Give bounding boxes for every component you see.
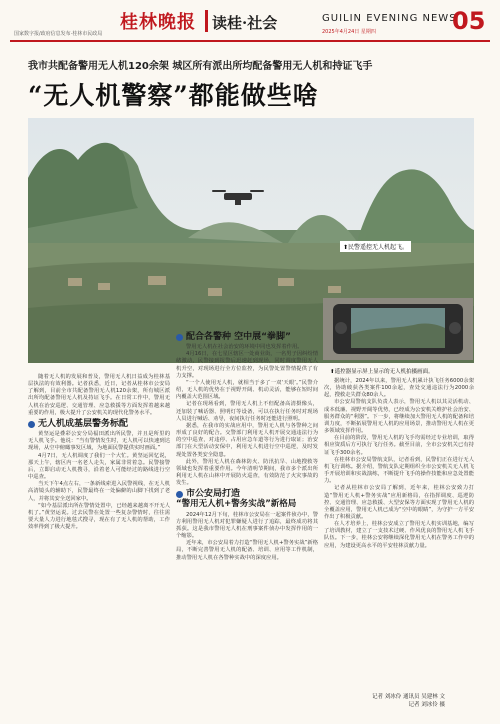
section-heading-1 [28, 418, 170, 429]
paragraph: 4月16日，在七星区辖区一处商业街，一名男子因纠纷情绪激动，民警接到报警后迅速赶到现场，同时调度警用无人机升空，对现场进行全方位监控，为民警处置警情提供了有力支撑。 [176, 351, 318, 379]
paragraph: 在目前的阶段，警用无人机的飞手均需经过专业培训，取得相应资质后方可执行飞行任务。截至目前，全市公安机关已有持证飞手300余名。 [324, 435, 474, 456]
column-1 [28, 374, 170, 531]
caption-marker-icon: ⬆ [330, 369, 335, 375]
paragraph: 据统计，2024年以来，警用无人机累计执飞任务6000余架次，协助破获各类案件100余起，查处交通违法行为2000余起，搜救走失群众80余人。 [324, 378, 474, 399]
section-heading-1-text: 无人机成基层警务标配 [38, 418, 129, 429]
section-heading-2-text: 配合各警种 空中展“拳脚” [186, 332, 291, 342]
paragraph: 黄坚运是叠彩公安分局福田派出所民警，并且是所里的无人机飞手。他说：“当有警情发生时，无人机可以快速到达现场，从空中俯瞰事发区域，为地面民警提供实时画面。” [28, 431, 170, 452]
paragraph: 2024年12月下旬，桂林市公安局在一起案件侦办中，警方利用警用无人机对犯罪嫌疑人进行了追踪，最终成功将其抓获。这是我市警用无人机在刑事案件侦办中发挥作用的一个缩影。 [176, 511, 318, 540]
byline-writer: 记者 刘冰伶 通讯员 吴建林 文 [372, 694, 445, 700]
masthead-meta: 国家数字报/政府信息发布·桂林市民政局 [14, 31, 103, 37]
paragraph: 在人才培养上，桂林公安成立了警用无人机实训基地，编写了培训教材，建立了一支技术过硬、作风优良的警用无人机飞手队伍。下一步，桂林公安将继续深化警用无人机在警务工作中的应用，为建设更高水平的平安桂林贡献力量。 [324, 521, 474, 549]
bullet-dot-icon [176, 491, 183, 498]
paragraph: 警用无人机在社会治安的环境中同也发挥着作用。 [186, 344, 303, 351]
photo-caption-text: 民警遥控无人机起飞。 [348, 244, 409, 251]
paragraph: 记者从桂林市公安局了解到，近年来，桂林公安致力打造“警用无人机+警务实战”应用新格局，在指挥调度、巡逻防控、交通管理、应急救援、大型安保等方面实现了警用无人机的全覆盖应用，警用无人机已成为“空中的眼睛”，为守护一方平安作出了积极贡献。 [324, 485, 474, 520]
byline-photographer: 记者 刘冰伶 摄 [408, 702, 445, 708]
paragraph: “一个人使用无人机，就相当于多了一双‘天眼’。”民警介绍，无人机的优势在于视野开阔、机动灵活，能够在短时间内覆盖大范围区域。 [176, 379, 318, 401]
newspaper-logo: 桂林晚报 [120, 12, 196, 33]
paragraph: 据悉，在我市的实战应用中，警用无人机与各警种之间形成了良好的配合。交警部门利用无人机开展交通违法行为的空中巡查，对违停、占用应急车道等行为进行取证；治安部门在大型活动安保中，利用无人机进行空中巡逻，及时发现处置各类安全隐患。 [176, 422, 318, 458]
issue-date: 2025年4月24日 星期四 [322, 29, 376, 35]
section-title: 读桂·社会 [212, 14, 278, 32]
caption-marker-icon: ⬆ [343, 244, 349, 251]
paragraph: 此外，警用无人机在森林防火、防汛抗旱、山地搜救等领域也发挥着重要作用。今年清明节期间，我市多个派出所利用无人机在山林中开展防火巡查，有效防范了火灾事故的发生。 [176, 458, 318, 487]
paragraph: 记者在现场看到，警用无人机上不但配备高清摄像头，还加装了喊话器、照明灯等设备，可以在执行任务时对现场人员进行喊话、劝导，夜间执行任务时还能进行照明。 [176, 401, 318, 422]
paragraph: 近年来，市公安局着力打造“警用无人机+警务实战”新格局，不断完善警用无人机的配备、培训、应用等工作机制，推动警用无人机在各警种实战中的深度应用。 [176, 540, 318, 561]
byline [372, 693, 445, 709]
paper-english-name: GUILIN EVENING NEWS [322, 13, 457, 24]
section-heading-3-text: 市公安局打造 [186, 489, 241, 500]
column-2 [176, 330, 318, 562]
logo-divider [205, 10, 208, 32]
inset-photo [323, 298, 473, 360]
photo-caption [340, 241, 411, 252]
inset-caption-text: 遥控器显示屏上显示的无人机拍摄画面。 [334, 369, 434, 375]
masthead [0, 0, 500, 44]
section-heading-2 [176, 334, 318, 341]
bullet-dot-icon [28, 421, 35, 428]
paragraph: 当天下午4点左右，一条新线索进入民警视线，在无人机高清镜头的辅助下，民警最终在一处偏僻的山脚下找到了老人，并将其安全送回家中。 [28, 481, 170, 502]
paragraph: 在桂林市公安局警航支队，记者看到，民警们正在进行无人机飞行训练。据介绍，警航支队定期组织全市公安机关无人机飞手开展培训和实战演练，不断提升飞手的操作技能和应急处置能力。 [324, 456, 474, 485]
paragraph: “如今基层派出所在警情处置中，已经越来越离不开无人机了。”黄坚运说。过去民警在处置一些复杂警情时，往往需要大量人力进行地毯式搜寻，现在有了无人机的帮助，工作效率得到了极大提升。 [28, 502, 170, 531]
paragraph: 市公安局警航支队负责人表示，警用无人机以其灵活机动、成本低廉、视野开阔等优势，已经成为公安机关维护社会治安、服务群众的“利器”。下一步，将继续加大警用无人机的配备和培训力度，不断拓展警用无人机的应用场景，推动警用无人机在更多领域发挥作用。 [324, 399, 474, 435]
intro-paragraph: 随着无人机的发展和普及，警用无人机日益成为桂林基层执法的有效利器。记者获悉，近日，记者从桂林市公安局了解到，目前全市共配备警用无人机120余架，所有城区派出所均配备警用无人机及持证飞手。在日常工作中，警用无人机在治安巡逻、交通管理、应急救援等方面发挥着越来越重要的作用，极大提升了公安机关的现代化警务水平。 [28, 374, 170, 416]
inset-caption [330, 367, 434, 375]
bullet-dot-icon [176, 334, 183, 341]
paragraph: 4月7日，无人机调度了我们一个大忙。黄坚运回忆说，那天上午，辖区内一名老人走失，家属非常着急。民警接警后，立即启动无人机搜寻，沿着老人可能经过的路线进行空中巡查。 [28, 452, 170, 481]
photo-remote-controller [323, 298, 473, 360]
column-3 [324, 378, 474, 550]
section-heading-3 [176, 491, 318, 498]
article-subhead: 我市共配备警用无人机120余架 城区所有派出所均配备警用无人机和持证飞手 [28, 61, 373, 72]
article-headline: “无人机警察”都能做些啥 [28, 81, 319, 110]
masthead-rule [10, 40, 490, 42]
section-subheading-3: “警用无人机+警务实战”新格局 [176, 499, 297, 510]
page-number: 05 [452, 7, 486, 35]
